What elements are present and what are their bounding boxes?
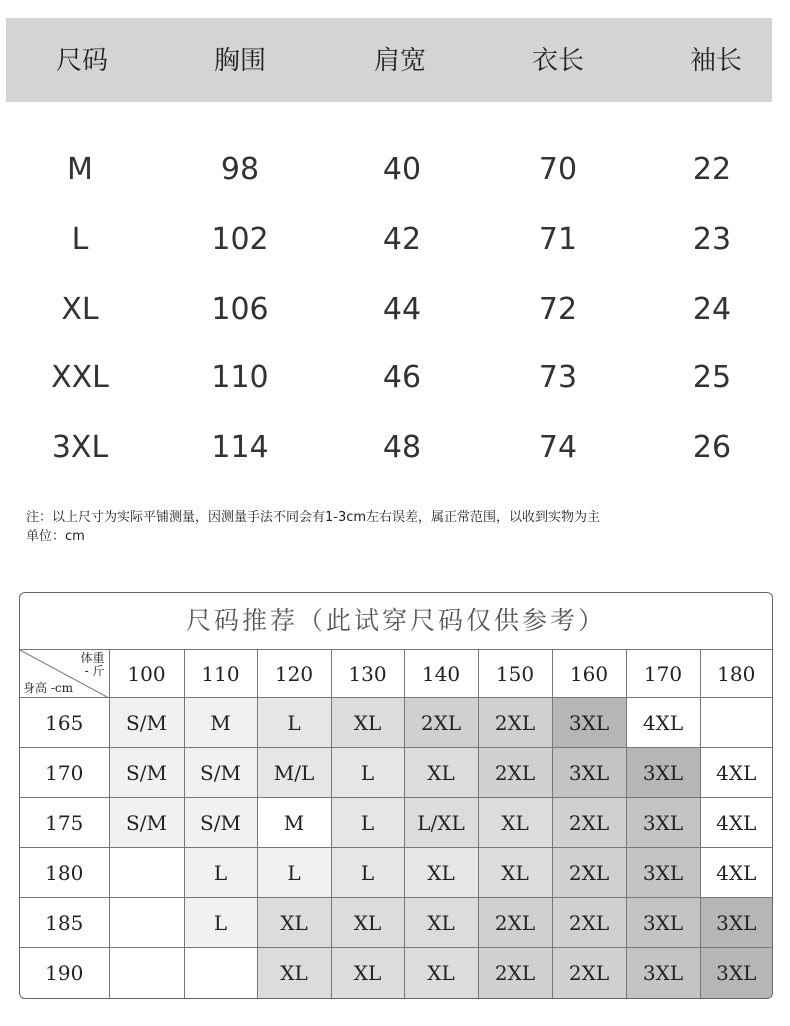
size-recommendation-cell: 3XL (626, 948, 700, 998)
corner-cell (20, 650, 109, 698)
height-header: 190 (20, 948, 109, 998)
size-recommendation-cell: 3XL (700, 898, 772, 948)
height-header: 165 (20, 698, 109, 748)
size-cell-chest: 102 (211, 222, 269, 257)
size-recommendation-cell: 2XL (478, 898, 552, 948)
size-cell-chest: 114 (211, 430, 269, 465)
height-header: 185 (20, 898, 109, 948)
size-cell-length: 71 (538, 222, 578, 257)
size-recommendation-cell: 3XL (700, 948, 772, 998)
recommendation-title: 尺码推荐（此试穿尺码仅供参考） (185, 606, 606, 635)
size-recommendation-cell: XL (257, 898, 331, 948)
size-recommendation-cell: XL (404, 848, 478, 898)
size-recommendation-cell: S/M (109, 798, 184, 848)
size-recommendation-cell: XL (478, 798, 552, 848)
size-recommendation-cell: L (184, 848, 257, 898)
size-cell-sleeve: 24 (692, 292, 732, 327)
measurement-note (26, 508, 776, 546)
note-line-1: 注：以上尺寸为实际平铺测量，因测量手法不同会有1-3cm左右误差，属正常范围，以收到实物为主 (26, 510, 601, 525)
size-recommendation-cell: XL (331, 898, 404, 948)
size-recommendation-cell: XL (404, 898, 478, 948)
size-recommendation-cell: 2XL (478, 748, 552, 798)
table-row (20, 898, 772, 948)
size-recommendation-cell: 3XL (552, 748, 626, 798)
size-recommendation-cell: 3XL (626, 848, 700, 898)
size-recommendation-cell (109, 848, 184, 898)
size-recommendation-cell: L/XL (404, 798, 478, 848)
weight-header: 100 (109, 650, 184, 698)
size-cell-chest: 110 (211, 360, 269, 395)
table-row (20, 748, 772, 798)
size-cell-length: 74 (538, 430, 578, 465)
size-cell-length: 72 (538, 292, 578, 327)
corner-weight-label: 体重 - 斤 (80, 651, 105, 678)
size-recommendation-cell: 2XL (478, 948, 552, 998)
size-cell-shoulder: 42 (382, 222, 422, 257)
size-recommendation-cell: M (257, 798, 331, 848)
weight-header: 140 (404, 650, 478, 698)
size-cell-size: XL (61, 292, 99, 327)
table-row (20, 698, 772, 748)
size-recommendation-cell: L (257, 698, 331, 748)
size-recommendation-cell: S/M (184, 748, 257, 798)
size-recommendation-cell: L (331, 798, 404, 848)
size-cell-length: 70 (538, 152, 578, 187)
size-recommendation-cell: XL (331, 698, 404, 748)
size-recommendation (19, 592, 773, 999)
weight-header: 170 (626, 650, 700, 698)
weight-header: 160 (552, 650, 626, 698)
height-header: 180 (20, 848, 109, 898)
size-cell-size: XXL (51, 360, 109, 395)
size-recommendation-cell (184, 948, 257, 998)
size-cell-size: L (71, 222, 89, 257)
size-recommendation-cell: L (184, 898, 257, 948)
size-recommendation-cell: L (331, 748, 404, 798)
size-recommendation-cell: 4XL (626, 698, 700, 748)
weight-header: 120 (257, 650, 331, 698)
size-recommendation-cell: 2XL (404, 698, 478, 748)
size-cell-chest: 106 (211, 292, 269, 327)
size-recommendation-cell: 4XL (700, 798, 772, 848)
size-recommendation-cell (109, 898, 184, 948)
size-recommendation-cell: 3XL (626, 748, 700, 798)
size-recommendation-cell: M/L (257, 748, 331, 798)
size-cell-sleeve: 25 (692, 360, 732, 395)
size-recommendation-cell: 4XL (700, 748, 772, 798)
size-cell-size: 3XL (51, 430, 109, 465)
size-recommendation-cell: XL (331, 948, 404, 998)
size-recommendation-cell (700, 698, 772, 748)
size-recommendation-cell: 2XL (552, 848, 626, 898)
recommendation-table (20, 649, 772, 998)
size-recommendation-cell: XL (478, 848, 552, 898)
weight-header: 180 (700, 650, 772, 698)
note-line-2: 单位：cm (26, 529, 85, 544)
size-recommendation-cell: XL (257, 948, 331, 998)
size-cell-shoulder: 40 (382, 152, 422, 187)
size-recommendation-cell: 2XL (552, 948, 626, 998)
size-recommendation-cell (109, 948, 184, 998)
size-recommendation-cell: S/M (109, 748, 184, 798)
size-recommendation-cell: 4XL (700, 848, 772, 898)
weight-header: 130 (331, 650, 404, 698)
header-sleeve: 袖长 (689, 46, 742, 76)
size-cell-size: M (67, 152, 93, 187)
size-cell-sleeve: 26 (692, 430, 732, 465)
size-cell-shoulder: 44 (382, 292, 422, 327)
table-row (20, 798, 772, 848)
size-recommendation-cell: M (184, 698, 257, 748)
header-length: 衣长 (531, 46, 584, 76)
weight-header: 110 (184, 650, 257, 698)
size-cell-length: 73 (538, 360, 578, 395)
size-recommendation-cell: 3XL (626, 798, 700, 848)
size-cell-shoulder: 46 (382, 360, 422, 395)
size-recommendation-cell: XL (404, 948, 478, 998)
height-header: 170 (20, 748, 109, 798)
size-recommendation-cell: XL (404, 748, 478, 798)
header-chest: 胸围 (213, 46, 266, 76)
size-recommendation-cell: 2XL (552, 798, 626, 848)
size-cell-sleeve: 23 (692, 222, 732, 257)
height-header: 175 (20, 798, 109, 848)
corner-height-label: 身高 -cm (23, 681, 73, 695)
size-recommendation-cell: L (331, 848, 404, 898)
size-cell-sleeve: 22 (692, 152, 732, 187)
header-size: 尺码 (55, 46, 108, 76)
table-row (20, 848, 772, 898)
size-recommendation-cell: L (257, 848, 331, 898)
size-recommendation-cell: S/M (184, 798, 257, 848)
size-cell-chest: 98 (220, 152, 260, 187)
size-cell-shoulder: 48 (382, 430, 422, 465)
size-recommendation-cell: 3XL (626, 898, 700, 948)
header-shoulder: 肩宽 (373, 46, 426, 76)
size-recommendation-cell: S/M (109, 698, 184, 748)
size-recommendation-cell: 2XL (478, 698, 552, 748)
size-recommendation-cell: 2XL (552, 898, 626, 948)
size-recommendation-cell: 3XL (552, 698, 626, 748)
table-row (20, 948, 772, 998)
weight-header: 150 (478, 650, 552, 698)
